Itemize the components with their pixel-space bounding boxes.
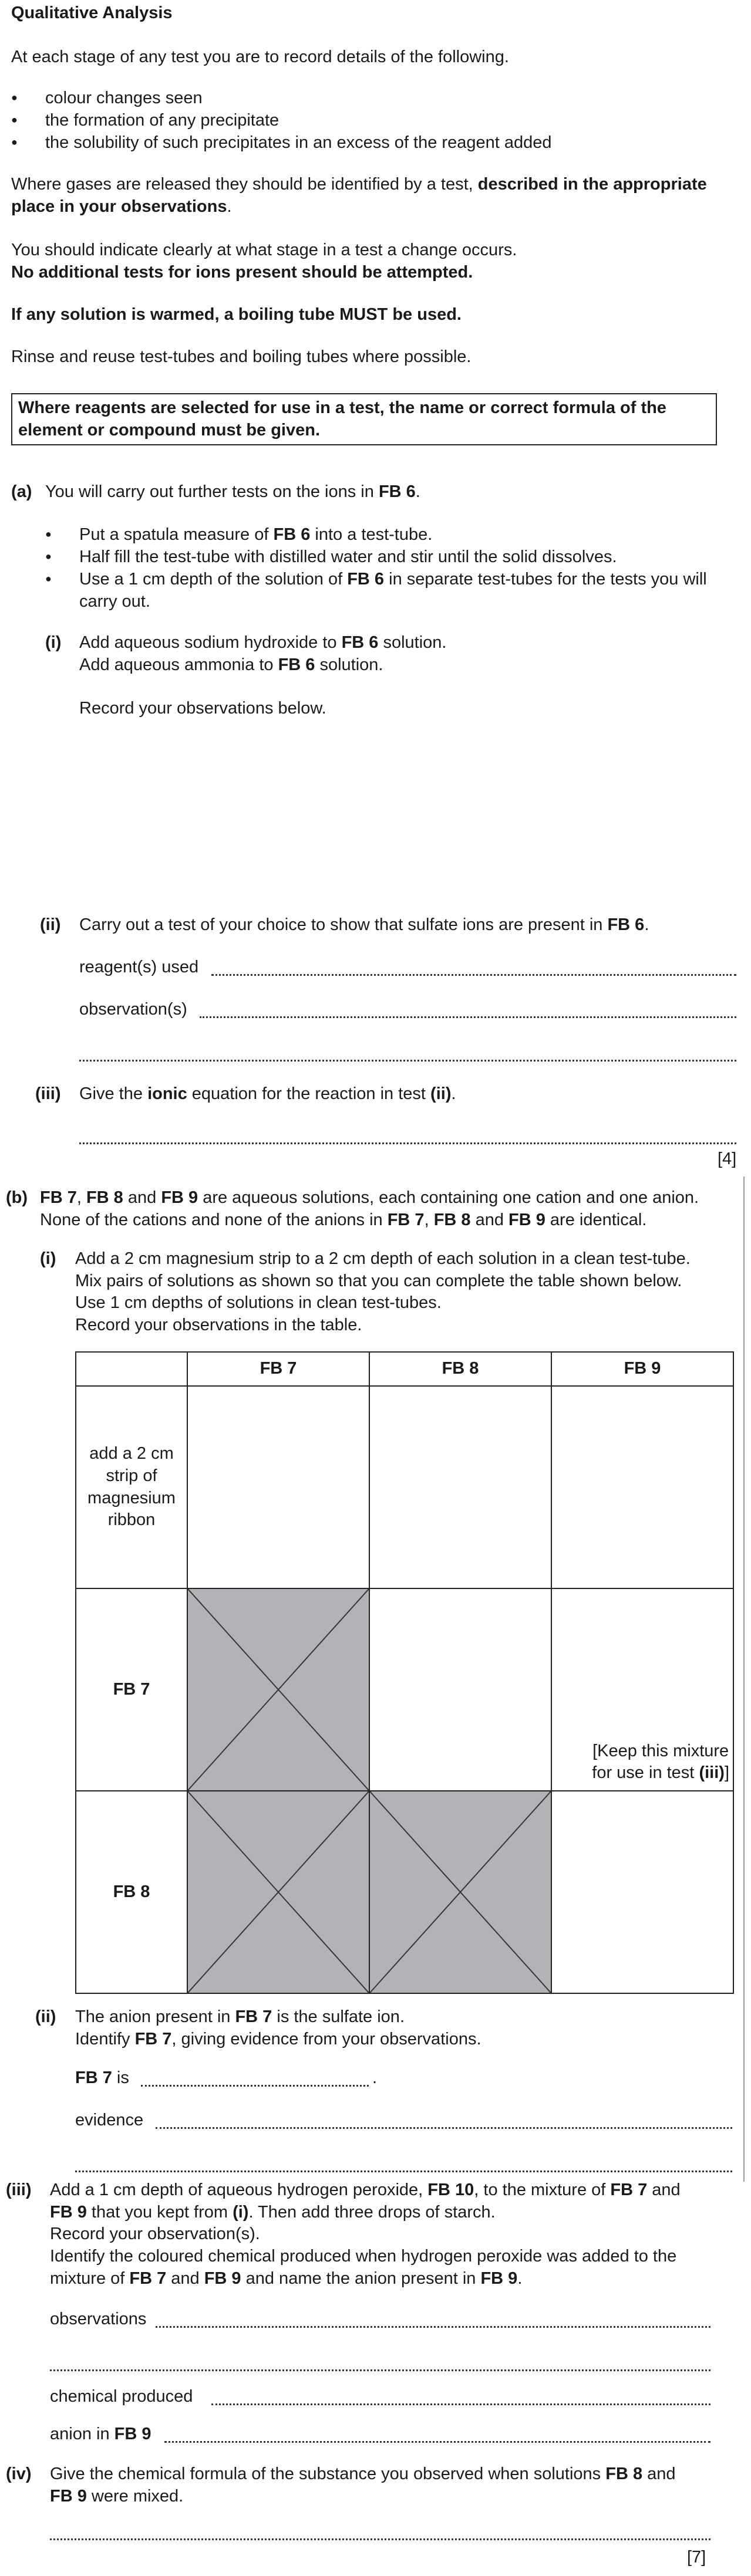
text-line: Identify the coloured chemical produced when hydrogen peroxide was added to the bbox=[50, 2247, 677, 2266]
part-a-i-record: Record your observations below. bbox=[79, 699, 326, 718]
text-bold: FB 7 bbox=[387, 1210, 425, 1229]
text: are identical. bbox=[545, 1210, 647, 1229]
text: Give the bbox=[79, 1084, 148, 1103]
note-line: [Keep this mixture bbox=[592, 1741, 729, 1760]
text-bold: described in the appropriate bbox=[477, 175, 707, 194]
part-a-i-answer-space[interactable] bbox=[79, 728, 737, 886]
part-a-bullet-1 bbox=[79, 524, 432, 546]
bullet-precipitate bbox=[45, 110, 279, 132]
part-a-iii-text bbox=[79, 1083, 456, 1106]
text: . bbox=[451, 1084, 456, 1103]
text-line: Record your observations in the table. bbox=[75, 1316, 362, 1335]
cross-mark bbox=[188, 1791, 369, 1993]
crossed-out-cell bbox=[369, 1791, 551, 1993]
part-b-iii-label: (iii) bbox=[6, 2181, 32, 2199]
bullet-text: colour changes seen bbox=[45, 89, 203, 107]
text: Identify bbox=[75, 2029, 135, 2048]
text: and bbox=[470, 1210, 509, 1229]
text-bold: FB 9 bbox=[508, 1210, 545, 1229]
row-label-line: add a 2 cm bbox=[89, 1444, 174, 1463]
chemical-produced-answer-line[interactable] bbox=[211, 2403, 710, 2405]
text-bold: FB 6 bbox=[347, 570, 385, 589]
text-bold: FB 9 bbox=[50, 2202, 87, 2222]
text-bold: FB 8 bbox=[86, 1188, 123, 1207]
text-bold: FB 9 bbox=[204, 2269, 241, 2288]
text: and bbox=[647, 2181, 681, 2199]
observations-b-answer-line-2[interactable] bbox=[50, 2369, 710, 2371]
answer-cell-mg-fb9[interactable] bbox=[551, 1386, 733, 1588]
cross-mark bbox=[188, 1589, 369, 1790]
evidence-answer-line-2[interactable] bbox=[75, 2171, 732, 2172]
observations-answer-line-2[interactable] bbox=[79, 1060, 736, 1061]
text-line: Add a 2 cm magnesium strip to a 2 cm depth of each solution in a clean test-tube. bbox=[75, 1249, 691, 1268]
box-line: element or compound must be given. bbox=[18, 421, 321, 440]
text: None of the cations and none of the anions in bbox=[40, 1210, 388, 1229]
answer-cell-mg-fb8[interactable] bbox=[369, 1386, 551, 1588]
anion-fb9-answer-line[interactable] bbox=[164, 2441, 710, 2443]
text: The anion present in bbox=[75, 2007, 235, 2026]
part-a-iii-label: (iii) bbox=[35, 1084, 61, 1103]
text: . bbox=[227, 197, 232, 216]
text: . bbox=[644, 915, 649, 934]
evidence-answer-line[interactable] bbox=[156, 2127, 732, 2129]
text-bold: FB 6 bbox=[378, 482, 416, 501]
reagents-used-label: reagent(s) used bbox=[79, 958, 199, 976]
fb7-is-label bbox=[75, 2067, 129, 2090]
text: Add aqueous ammonia to bbox=[79, 655, 278, 674]
text: is the sulfate ion. bbox=[272, 2007, 405, 2026]
text-bold: (iii) bbox=[699, 1763, 725, 1783]
observations-table bbox=[75, 1351, 734, 1994]
text: were mixed. bbox=[86, 2486, 184, 2506]
text: that you kept from bbox=[86, 2202, 233, 2222]
text: solution. bbox=[315, 655, 383, 674]
text: equation for the reaction in test bbox=[187, 1084, 431, 1103]
text: and bbox=[166, 2269, 204, 2288]
part-a-i-label: (i) bbox=[45, 633, 62, 652]
text: . Then add three drops of starch. bbox=[248, 2202, 496, 2222]
part-b-iii-text bbox=[50, 2179, 681, 2290]
chemical-formula-answer-line[interactable] bbox=[50, 2538, 710, 2540]
text-bold: FB 9 bbox=[480, 2269, 518, 2288]
crossed-out-cell bbox=[187, 1791, 369, 1993]
part-b-iv-text bbox=[50, 2463, 676, 2507]
text-bold: place in your observations bbox=[11, 197, 227, 216]
full-stop: . bbox=[372, 2068, 378, 2087]
text: . bbox=[517, 2269, 523, 2288]
part-b-intro bbox=[40, 1187, 699, 1231]
part-b-i-text bbox=[75, 1248, 691, 1337]
text-bold: FB 6 bbox=[341, 633, 379, 652]
text: Put a spatula measure of bbox=[79, 525, 274, 544]
ionic-equation-answer-line[interactable] bbox=[79, 1142, 736, 1144]
column-header: FB 7 bbox=[187, 1352, 369, 1386]
text-bold: FB 7 bbox=[40, 1188, 77, 1207]
part-a-intro bbox=[45, 481, 420, 503]
row-label-fb7: FB 7 bbox=[76, 1588, 187, 1791]
text-bold: FB 7 bbox=[134, 2029, 172, 2048]
bullet-solubility bbox=[45, 132, 551, 154]
part-a-bullet-3 bbox=[79, 569, 707, 613]
part-a-ii-text bbox=[79, 914, 649, 937]
text: Carry out a test of your choice to show that sulfate ions are present in bbox=[79, 915, 608, 934]
table-corner-cell bbox=[76, 1352, 187, 1386]
part-b-ii-label: (ii) bbox=[35, 2007, 56, 2026]
boiling-tube-warning: If any solution is warmed, a boiling tube MUST be used. bbox=[11, 305, 462, 324]
bullet-text: the solubility of such precipitates in an excess of the reagent added bbox=[45, 133, 552, 152]
row-label-fb8: FB 8 bbox=[76, 1791, 187, 1993]
text: , giving evidence from your observations. bbox=[171, 2029, 481, 2048]
part-a-bullet-2 bbox=[79, 546, 617, 569]
text-bold: FB 9 bbox=[50, 2486, 87, 2506]
no-additional-tests: No additional tests for ions present should be attempted. bbox=[11, 263, 473, 282]
answer-cell-mg-fb7[interactable] bbox=[187, 1386, 369, 1588]
part-b-label: (b) bbox=[6, 1188, 28, 1207]
answer-cell-fb7-fb8[interactable] bbox=[369, 1588, 551, 1791]
row-label-magnesium bbox=[76, 1386, 187, 1588]
text: into a test-tube. bbox=[310, 525, 433, 544]
text-bold: FB 7 bbox=[610, 2181, 648, 2199]
box-line: Where reagents are selected for use in a test, the name or correct formula of the bbox=[18, 398, 666, 417]
text: anion in bbox=[50, 2425, 114, 2443]
table-row-fb7 bbox=[76, 1588, 733, 1791]
text-bold: FB 7 bbox=[129, 2269, 167, 2288]
fb7-identity-answer-line[interactable] bbox=[141, 2085, 369, 2087]
text-bold: FB 7 bbox=[75, 2068, 112, 2087]
text: Half fill the test-tube with distilled water and stir until the solid dissolves. bbox=[79, 547, 617, 566]
text: Give the chemical formula of the substance you observed when solutions bbox=[50, 2465, 606, 2483]
bullet-colour bbox=[45, 87, 203, 110]
answer-cell-fb8-fb9[interactable] bbox=[551, 1791, 733, 1993]
text: for use in test bbox=[592, 1763, 699, 1783]
part-b-iv-label: (iv) bbox=[6, 2465, 32, 2483]
part-b-ii-text bbox=[75, 2006, 481, 2050]
text: are aqueous solutions, each containing one cation and one anion. bbox=[198, 1188, 699, 1207]
text: , bbox=[424, 1210, 434, 1229]
text-line: Use 1 cm depths of solutions in clean test-tubes. bbox=[75, 1293, 442, 1313]
text: is bbox=[112, 2068, 129, 2087]
page-title: Qualitative Analysis bbox=[11, 4, 173, 22]
evidence-label: evidence bbox=[75, 2111, 144, 2129]
table-row-magnesium bbox=[76, 1386, 733, 1588]
row-label-line: magnesium bbox=[87, 1488, 176, 1507]
text-bold: (i) bbox=[233, 2202, 249, 2222]
row-label-line: ribbon bbox=[107, 1510, 156, 1530]
text: and name the anion present in bbox=[241, 2269, 481, 2288]
text-bold: FB 9 bbox=[114, 2425, 151, 2443]
reagent-name-note-box bbox=[11, 393, 717, 445]
text-bold: FB 6 bbox=[273, 525, 311, 544]
anion-fb9-label bbox=[50, 2423, 151, 2446]
text: ] bbox=[724, 1763, 729, 1783]
text: , bbox=[76, 1188, 86, 1207]
part-b-marks: [7] bbox=[687, 2548, 706, 2567]
text: and bbox=[123, 1188, 161, 1207]
observations-answer-line[interactable] bbox=[200, 1016, 736, 1018]
part-a-i-text bbox=[79, 632, 447, 676]
text-bold: FB 9 bbox=[161, 1188, 198, 1207]
crossed-out-cell bbox=[187, 1588, 369, 1791]
text: Where gases are released they should be identified by a test, bbox=[11, 175, 478, 194]
text-bold: ionic bbox=[147, 1084, 187, 1103]
bullet-text: the formation of any precipitate bbox=[45, 111, 279, 130]
text-bold: FB 6 bbox=[278, 655, 315, 674]
text-bold: FB 10 bbox=[427, 2181, 474, 2199]
reagents-answer-line[interactable] bbox=[211, 974, 736, 976]
text: mixture of bbox=[50, 2269, 130, 2288]
table-row-fb8 bbox=[76, 1791, 733, 1993]
text-bold: FB 7 bbox=[235, 2007, 272, 2026]
observations-label-b: observations bbox=[50, 2310, 147, 2328]
text: Use a 1 cm depth of the solution of bbox=[79, 570, 348, 589]
observations-b-answer-line[interactable] bbox=[156, 2326, 710, 2328]
part-a-label: (a) bbox=[11, 482, 32, 501]
part-a-marks: [4] bbox=[718, 1150, 737, 1168]
text: in separate test-tubes for the tests you will bbox=[384, 570, 707, 589]
text: , to the mixture of bbox=[474, 2181, 611, 2199]
gases-instruction bbox=[11, 174, 745, 218]
column-header: FB 9 bbox=[551, 1352, 733, 1386]
text: Add a 1 cm depth of aqueous hydrogen peroxide, bbox=[50, 2181, 428, 2199]
column-header: FB 8 bbox=[369, 1352, 551, 1386]
row-label-line: strip of bbox=[106, 1466, 157, 1485]
record-instruction: At each stage of any test you are to record details of the following. bbox=[11, 48, 509, 66]
text-bold: (ii) bbox=[430, 1084, 452, 1103]
text: Add aqueous sodium hydroxide to bbox=[79, 633, 342, 652]
part-a-ii-label: (ii) bbox=[40, 915, 61, 934]
part-b-i-label: (i) bbox=[40, 1249, 56, 1268]
text-bold: FB 6 bbox=[607, 915, 645, 934]
stage-instruction: You should indicate clearly at what stage in a test a change occurs. bbox=[11, 241, 517, 259]
text-bold: FB 8 bbox=[605, 2465, 643, 2483]
cross-mark bbox=[370, 1791, 551, 1993]
margin-rule bbox=[743, 1177, 745, 2182]
answer-cell-fb7-fb9[interactable] bbox=[551, 1588, 733, 1791]
table-header-row bbox=[76, 1352, 733, 1386]
keep-mixture-note bbox=[592, 1740, 729, 1784]
text: and bbox=[642, 2465, 676, 2483]
text: . bbox=[415, 482, 420, 501]
text: You will carry out further tests on the ions in bbox=[45, 482, 379, 501]
text-line: Record your observation(s). bbox=[50, 2225, 260, 2244]
text: carry out. bbox=[79, 591, 150, 611]
observations-label: observation(s) bbox=[79, 1000, 187, 1019]
text-line: Mix pairs of solutions as shown so that you can complete the table shown below. bbox=[75, 1271, 682, 1290]
text-bold: FB 8 bbox=[433, 1210, 471, 1229]
rinse-instruction: Rinse and reuse test-tubes and boiling tubes where possible. bbox=[11, 347, 472, 366]
text: solution. bbox=[378, 633, 447, 652]
chemical-produced-label: chemical produced bbox=[50, 2387, 193, 2406]
